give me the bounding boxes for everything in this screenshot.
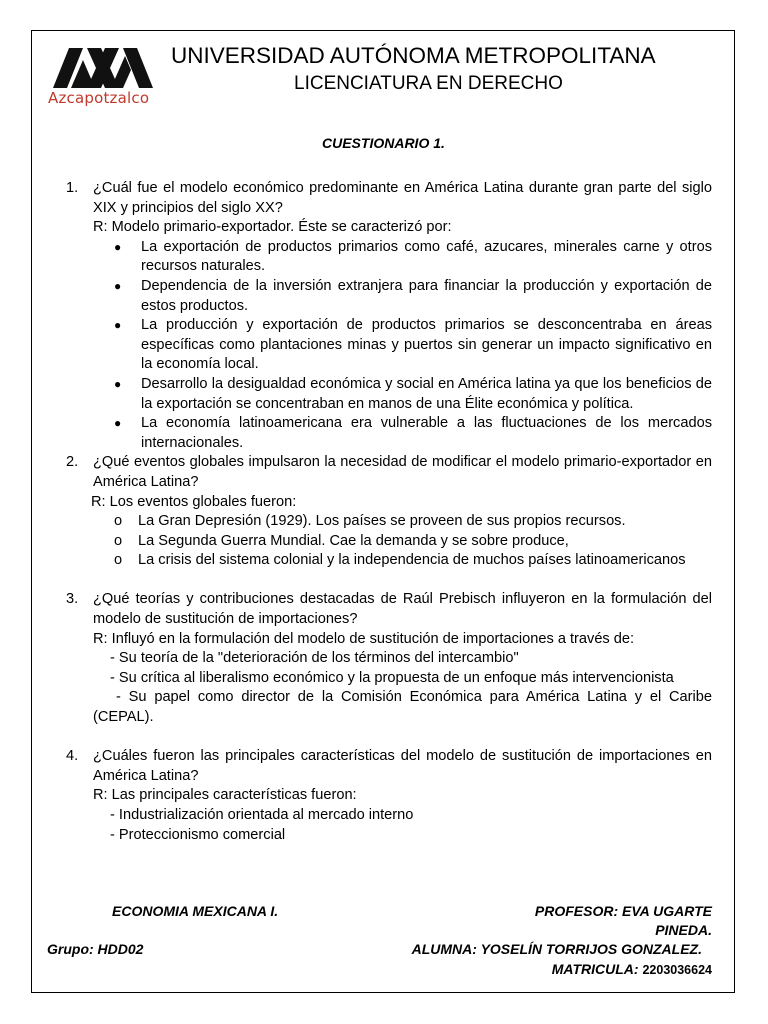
answer-4-line: - Industrialización orientada al mercado interno [110, 807, 414, 823]
question-2 [66, 453, 712, 492]
uam-logo [48, 44, 160, 108]
list-item: o La crisis del sistema colonial y la independencia de muchos países latinoamericanos [114, 552, 686, 569]
list-item: o La Gran Depresión (1929). Los países se proveen de sus propios recursos. [114, 513, 626, 530]
answer-4-line: - Proteccionismo comercial [110, 826, 286, 843]
student-name: ALUMNA: YOSELÍN TORRIJOS GONZALEZ. [411, 941, 702, 957]
list-item: ● Dependencia de la inversión extranjera para financiar la producción y exportación de estos productos. [114, 277, 712, 314]
question-3 [66, 590, 712, 629]
question-number: 2. [66, 454, 79, 471]
list-item: ● La exportación de productos primarios como café, azucares, minerales carne y otros recursos naturales. [114, 238, 712, 275]
answer-3-line: - Su crítica al liberalismo económico y la propuesta de un enfoque más intervencionista [110, 669, 674, 686]
university-name: UNIVERSIDAD AUTÓNOMA METROPOLITANA [171, 43, 656, 68]
questionnaire [66, 179, 712, 845]
question-1 [66, 179, 712, 218]
question-text: ¿Cuál fue el modelo económico predominante en América Latina durante gran parte del siglo XIX y principios del siglo XX? [93, 180, 712, 216]
list-item: ● La economía latinoamericana era vulnerable a las fluctuaciones de los mercados internacionales. [114, 415, 712, 451]
answer-3: R: Influyó en la formulación del modelo de sustitución de importaciones a través de: [93, 630, 635, 647]
answer-2: R: Los eventos globales fueron: [91, 493, 297, 510]
document-title: CUESTIONARIO 1. [322, 135, 445, 151]
uam-logo-icon [53, 48, 153, 88]
list-item: ● Desarrollo la desigualdad económica y social en América latina ya que los beneficios de la exportación se concentraban en manos de una Élite económica y política. [114, 375, 712, 412]
professor-line-1: PROFESOR: EVA UGARTE [534, 903, 712, 919]
professor-line-2: PINEDA. [655, 922, 712, 938]
question-number: 1. [66, 180, 79, 196]
career-name: LICENCIATURA EN DERECHO [294, 73, 563, 94]
question-text: ¿Qué eventos globales impulsaron la necesidad de modificar el modelo primario-exportador en América Latina? [93, 454, 712, 490]
answer-3-line: - Su teoría de la "deterioración de los términos del intercambio" [110, 650, 519, 667]
answer-4: R: Las principales características fueron: [93, 787, 357, 804]
logo-text: Azcapotzalco [48, 89, 150, 107]
matricula [552, 961, 712, 977]
question-text: ¿Cuáles fueron las principales características del modelo de sustitución de importaciones en América Latina? [93, 748, 712, 784]
answer-1: R: Modelo primario-exportador. Éste se caracterizó por: [93, 219, 452, 236]
question-4 [66, 747, 712, 786]
matricula-value: 2203036624 [642, 963, 712, 977]
list-item: o La Segunda Guerra Mundial. Cae la demanda y se sobre produce, [114, 532, 569, 549]
question-number: 4. [66, 748, 79, 765]
answer-3-line: - Su papel como director de la Comisión Económica para América Latina y el Caribe (CEPAL). [93, 689, 712, 726]
matricula-label: MATRICULA: [551, 961, 639, 977]
group-label: Grupo: HDD02 [47, 941, 144, 957]
question-text: ¿Qué teorías y contribuciones destacadas de Raúl Prebisch influyeron en la formulación del modelo de sustitución de importaciones? [93, 591, 712, 628]
answer-1-bullets [114, 238, 712, 454]
subject-name: ECONOMIA MEXICANA I. [112, 903, 279, 919]
question-number: 3. [66, 591, 79, 608]
answer-2-list [114, 512, 712, 571]
list-item: ● La producción y exportación de productos primarios se desconcentraba en áreas específicas como plantaciones minas y puertos sin generar un impacto significativo en la economía local. [114, 317, 712, 373]
